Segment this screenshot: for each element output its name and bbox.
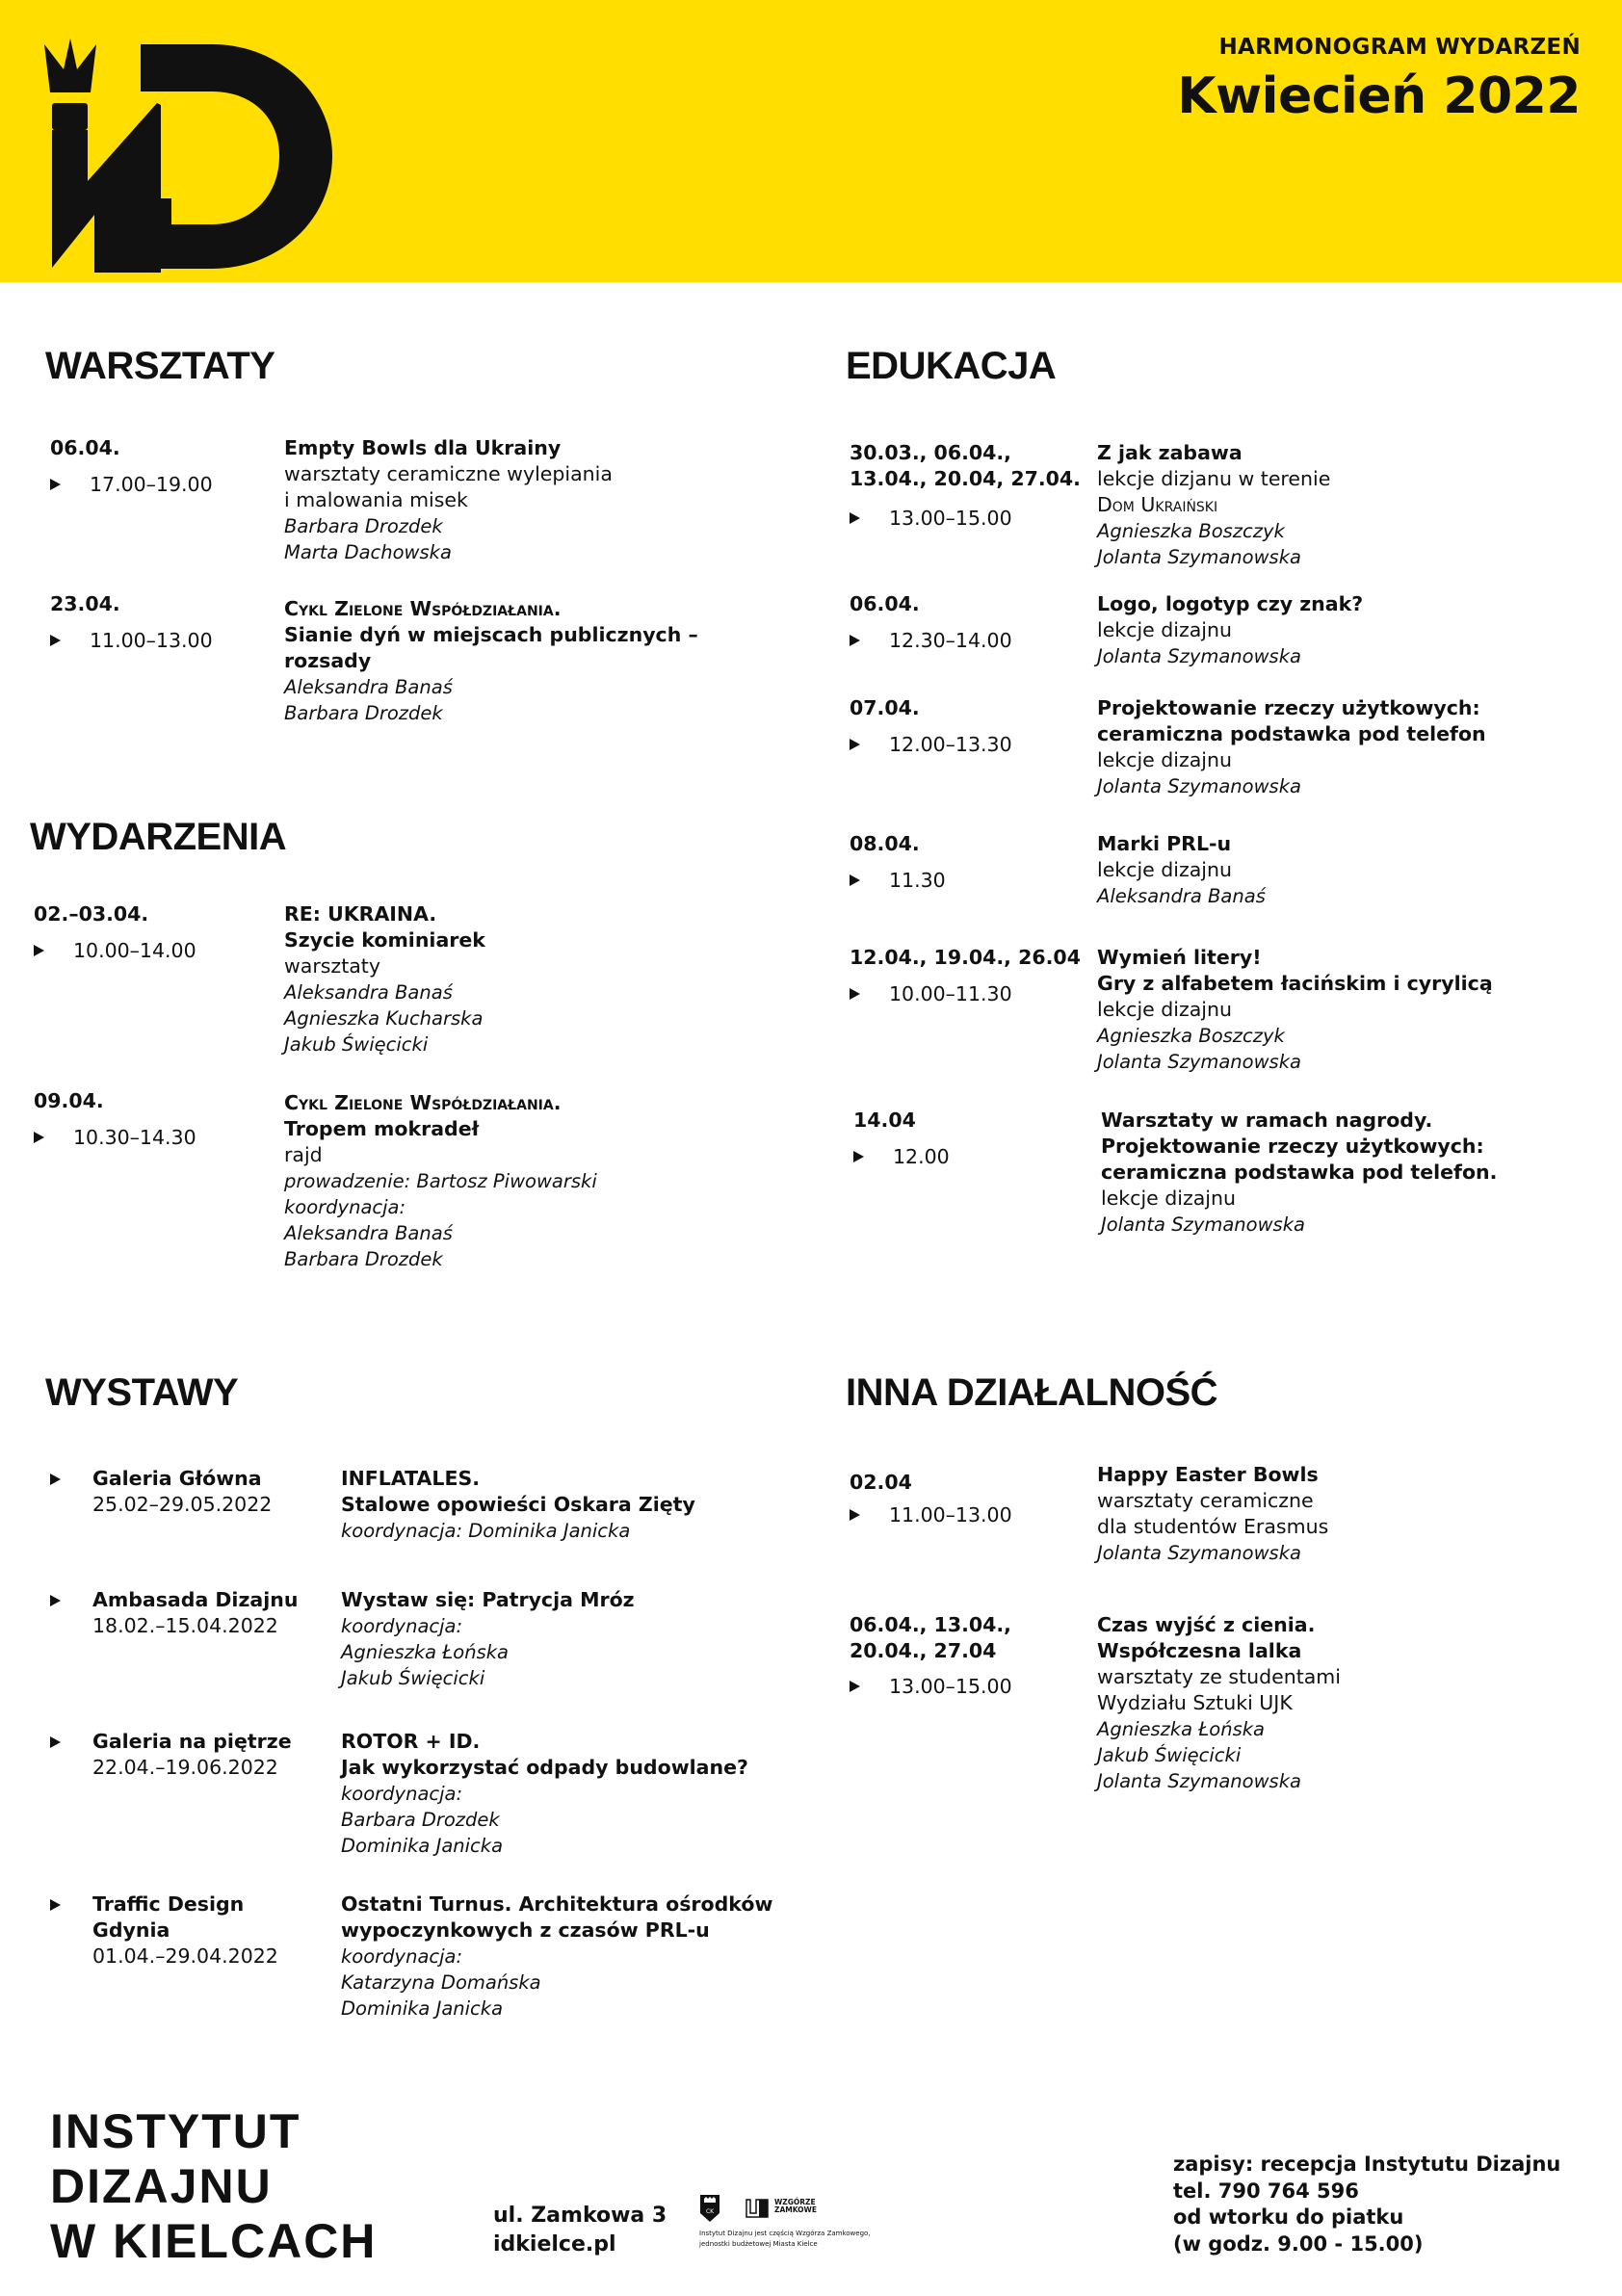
event-person: Barbara Drozdek	[284, 515, 443, 537]
event-time	[850, 732, 1012, 758]
event-person: Barbara Drozdek	[284, 702, 443, 724]
event-date: 06.04.	[850, 592, 920, 615]
event-body	[1097, 1612, 1341, 1794]
event-description: lekcje dizajnu	[1097, 998, 1232, 1021]
event-description: dla studentów Erasmus	[1097, 1515, 1329, 1538]
registration-contact	[1173, 2152, 1560, 2257]
event-description: i malowania misek	[284, 488, 468, 511]
event-time-text: 11.00–13.00	[90, 629, 213, 652]
exhibition-person: Barbara Drozdek	[341, 1809, 500, 1831]
event-person: Jolanta Szymanowska	[1097, 1542, 1301, 1564]
exhibition-person: koordynacja:	[341, 1945, 463, 1968]
event-person: Jakub Święcicki	[1097, 1744, 1242, 1766]
wzgorze-zamkowe-logo-icon	[746, 2199, 769, 2218]
exhibition-person: Agnieszka Łońska	[341, 1641, 509, 1663]
schedule-subtitle: HARMONOGRAM WYDARZEŃ	[1218, 35, 1581, 60]
event-description: warsztaty ceramiczne	[1097, 1489, 1314, 1512]
event-title: ceramiczna podstawka pod telefon	[1097, 722, 1486, 745]
exhibition-person: Dominika Janicka	[341, 1835, 504, 1857]
event-title: Gry z alfabetem łacińskim i cyrylicą	[1097, 972, 1493, 995]
event-description: warsztaty ze studentami	[1097, 1665, 1341, 1688]
event-title: Czas wyjść z cienia.	[1097, 1613, 1316, 1636]
venue-dates: 01.04.–29.04.2022	[92, 1944, 278, 1968]
event-description: lekcje dizajnu	[1097, 748, 1232, 771]
id-crown-logo-icon	[39, 37, 337, 273]
play-triangle-icon	[50, 1899, 61, 1911]
institute-address	[493, 2202, 667, 2259]
event-description: Wydziału Sztuki UJK	[1097, 1691, 1293, 1714]
event-time	[853, 1144, 950, 1170]
event-location: Dom Ukraiński	[1097, 493, 1218, 516]
event-series: Cykl Zielone Współdziałania.	[284, 597, 562, 620]
kielce-crest-icon	[699, 2194, 720, 2223]
event-person: Agnieszka Boszczyk	[1097, 520, 1285, 542]
event-date: 06.04.	[50, 436, 120, 459]
exhibition-person: koordynacja:	[341, 1783, 463, 1805]
event-time	[50, 628, 213, 654]
exhibition-venue	[50, 1466, 272, 1518]
event-time-text: 11.30	[889, 869, 946, 892]
event-body	[1097, 1462, 1328, 1566]
play-triangle-icon	[850, 635, 860, 646]
event-time	[850, 1502, 1012, 1528]
exhibition-title: wypoczynkowych z czasów PRL-u	[341, 1918, 710, 1942]
play-triangle-icon	[50, 1474, 61, 1485]
event-title: Projektowanie rzeczy użytkowych:	[1097, 696, 1480, 719]
event-person: Aleksandra Banaś	[1097, 885, 1266, 907]
exhibition-title: INFLATALES.	[341, 1467, 481, 1490]
exhibition-body	[341, 1587, 635, 1691]
event-title: Z jak zabawa	[1097, 441, 1243, 464]
event-date: 23.04.	[50, 592, 120, 615]
exhibition-person: koordynacja: Dominika Janicka	[341, 1520, 631, 1542]
exhibition-title: Ostatni Turnus. Architektura ośrodków	[341, 1892, 773, 1916]
section-title-inna-dzialalnosc: INNA DZIAŁALNOŚĆ	[846, 1371, 1218, 1414]
exhibition-person: koordynacja:	[341, 1615, 463, 1637]
event-person: Jolanta Szymanowska	[1101, 1213, 1305, 1236]
event-title: rozsady	[284, 649, 372, 672]
venue-name: Ambasada Dizajnu	[92, 1588, 299, 1611]
event-date: 06.04., 13.04., 20.04., 27.04	[850, 1613, 1011, 1662]
event-time	[850, 981, 1012, 1007]
event-title: RE: UKRAINA.	[284, 902, 437, 926]
event-date: 02.04	[850, 1471, 912, 1494]
event-body	[1097, 440, 1330, 570]
event-body	[1097, 831, 1266, 909]
partner-note	[699, 2229, 950, 2250]
event-time-text: 10.00–14.00	[73, 939, 196, 962]
institute-name-line: DIZAJNU	[50, 2159, 273, 2213]
event-time	[34, 1125, 196, 1151]
event-person: Jolanta Szymanowska	[1097, 775, 1301, 797]
institute-name-line: INSTYTUT	[50, 2104, 301, 2158]
exhibition-body	[341, 1466, 695, 1544]
event-time	[850, 868, 946, 894]
event-title: Logo, logotyp czy znak?	[1097, 592, 1364, 615]
event-body	[1097, 591, 1363, 669]
event-time-text: 11.00–13.00	[889, 1503, 1012, 1526]
event-person: Aleksandra Banaś	[284, 981, 453, 1004]
event-person: Jakub Święcicki	[284, 1033, 429, 1056]
event-time-text: 10.00–11.30	[889, 982, 1012, 1005]
exhibition-body	[341, 1729, 748, 1859]
event-person: Jolanta Szymanowska	[1097, 1051, 1301, 1073]
event-person: prowadzenie: Bartosz Piwowarski	[284, 1170, 597, 1192]
opening-hours: (w godz. 9.00 - 15.00)	[1173, 2231, 1424, 2256]
exhibition-venue	[50, 1892, 278, 1970]
event-date: 14.04	[853, 1109, 916, 1132]
section-title-wystawy: WYSTAWY	[45, 1371, 239, 1414]
event-person: Aleksandra Banaś	[284, 676, 453, 698]
event-description: warsztaty ceramiczne wylepiania	[284, 462, 613, 485]
play-triangle-icon	[34, 1132, 44, 1143]
exhibition-person: Katarzyna Domańska	[341, 1971, 541, 1994]
event-title: Happy Easter Bowls	[1097, 1463, 1319, 1486]
event-date: 02.–03.04.	[34, 902, 149, 926]
play-triangle-icon	[50, 1595, 61, 1606]
exhibition-person: Jakub Święcicki	[341, 1667, 485, 1689]
event-time	[850, 1674, 1012, 1700]
svg-text:CK: CK	[705, 2208, 715, 2215]
play-triangle-icon	[850, 512, 860, 524]
venue-dates: 18.02.–15.04.2022	[92, 1614, 278, 1637]
institute-name	[50, 2104, 377, 2269]
event-date: 07.04.	[850, 696, 920, 719]
phone-number[interactable]: tel. 790 764 596	[1173, 2179, 1359, 2203]
exhibition-person: Dominika Janicka	[341, 1997, 504, 2020]
play-triangle-icon	[50, 1736, 61, 1748]
play-triangle-icon	[50, 479, 61, 490]
event-body	[284, 435, 613, 565]
event-time-text: 12.00	[893, 1145, 950, 1168]
event-title: Empty Bowls dla Ukrainy	[284, 436, 562, 459]
event-title: Projektowanie rzeczy użytkowych:	[1101, 1135, 1484, 1158]
venue-name: Gdynia	[92, 1918, 170, 1942]
event-description: warsztaty	[284, 954, 380, 978]
event-title: Tropem mokradeł	[284, 1117, 480, 1140]
wzgorze-zamkowe-text: WZGÓRZE ZAMKOWE	[774, 2198, 817, 2214]
event-date: 08.04.	[850, 832, 920, 855]
event-description: rajd	[284, 1143, 323, 1166]
event-time	[34, 938, 196, 964]
event-time-text: 13.00–15.00	[889, 507, 1012, 530]
event-time	[50, 472, 213, 498]
event-title: Wymień litery!	[1097, 946, 1262, 969]
event-person: Agnieszka Boszczyk	[1097, 1025, 1285, 1047]
street-address: ul. Zamkowa 3	[493, 2204, 667, 2228]
event-person: Jolanta Szymanowska	[1097, 546, 1301, 568]
event-title: Szycie kominiarek	[284, 928, 485, 952]
event-description: lekcje dizajnu	[1097, 858, 1232, 881]
schedule-month-title: Kwiecień 2022	[1177, 67, 1581, 125]
exhibition-title: Jak wykorzystać odpady budowlane?	[341, 1756, 748, 1779]
partner-note-line: Instytut Dizajnu jest częścią Wzgórza Zamkowego,	[699, 2230, 871, 2237]
event-description: lekcje dizajnu	[1101, 1187, 1236, 1210]
play-triangle-icon	[850, 988, 860, 1000]
event-description: lekcje dizjanu w terenie	[1097, 467, 1331, 490]
section-title-wydarzenia: WYDARZENIA	[30, 816, 287, 858]
header-banner	[0, 0, 1622, 282]
venue-name: Galeria Główna	[92, 1467, 262, 1490]
event-person: Barbara Drozdek	[284, 1248, 443, 1270]
section-title-warsztaty: WARSZTATY	[45, 345, 275, 387]
website-link[interactable]: idkielce.pl	[493, 2232, 616, 2257]
event-body	[284, 1090, 597, 1272]
venue-name: Galeria na piętrze	[92, 1730, 292, 1753]
event-title: Sianie dyń w miejscach publicznych –	[284, 623, 698, 646]
event-time-text: 13.00–15.00	[889, 1675, 1012, 1698]
event-body	[1097, 945, 1493, 1075]
event-date: 12.04., 19.04., 26.04	[850, 946, 1081, 969]
event-person: Marta Dachowska	[284, 541, 452, 563]
event-series: Cykl Zielone Współdziałania.	[284, 1091, 562, 1114]
play-triangle-icon	[850, 1681, 860, 1692]
event-body	[284, 596, 698, 726]
exhibition-title: Wystaw się: Patrycja Mróz	[341, 1588, 635, 1611]
event-description: lekcje dizajnu	[1097, 618, 1232, 641]
event-person: Jolanta Szymanowska	[1097, 1770, 1301, 1792]
opening-days: od wtorku do piatku	[1173, 2205, 1404, 2229]
venue-name: Traffic Design	[92, 1892, 245, 1916]
play-triangle-icon	[850, 1509, 860, 1521]
partner-note-line: jednostki budżetowej Miasta Kielce	[699, 2240, 818, 2248]
event-time-text: 12.30–14.00	[889, 629, 1012, 652]
venue-dates: 25.02–29.05.2022	[92, 1493, 273, 1516]
event-date: 09.04.	[34, 1089, 104, 1112]
event-title: Współczesna lalka	[1097, 1639, 1302, 1662]
event-time	[850, 506, 1012, 532]
event-date: 30.03., 06.04., 13.04., 20.04, 27.04.	[850, 441, 1081, 490]
exhibition-title: Stalowe opowieści Oskara Zięty	[341, 1493, 695, 1516]
event-person: Aleksandra Banaś	[284, 1222, 453, 1244]
exhibition-venue	[50, 1587, 298, 1639]
event-body	[1101, 1108, 1497, 1238]
play-triangle-icon	[34, 945, 44, 956]
event-time-text: 10.30–14.30	[73, 1126, 196, 1149]
event-title: ceramiczna podstawka pod telefon.	[1101, 1161, 1498, 1184]
event-person: Jolanta Szymanowska	[1097, 645, 1301, 667]
event-person: koordynacja:	[284, 1196, 406, 1218]
play-triangle-icon	[853, 1151, 864, 1162]
institute-name-line: W KIELCACH	[50, 2214, 378, 2268]
section-title-edukacja: EDUKACJA	[846, 345, 1057, 387]
event-body	[284, 901, 485, 1057]
event-person: Agnieszka Łońska	[1097, 1718, 1265, 1740]
event-time-text: 12.00–13.30	[889, 733, 1012, 756]
event-time-text: 17.00–19.00	[90, 473, 213, 496]
event-time	[850, 628, 1012, 654]
play-triangle-icon	[850, 739, 860, 750]
event-title: Marki PRL-u	[1097, 832, 1232, 855]
event-title: Warsztaty w ramach nagrody.	[1101, 1109, 1433, 1132]
play-triangle-icon	[850, 874, 860, 886]
registration-info: zapisy: recepcja Instytutu Dizajnu	[1173, 2152, 1561, 2176]
exhibition-venue	[50, 1729, 292, 1781]
exhibition-title: ROTOR + ID.	[341, 1730, 481, 1753]
exhibition-body	[341, 1892, 772, 2022]
event-person: Agnieszka Kucharska	[284, 1007, 484, 1030]
play-triangle-icon	[50, 635, 61, 646]
venue-dates: 22.04.–19.06.2022	[92, 1756, 278, 1779]
event-body	[1097, 695, 1486, 799]
